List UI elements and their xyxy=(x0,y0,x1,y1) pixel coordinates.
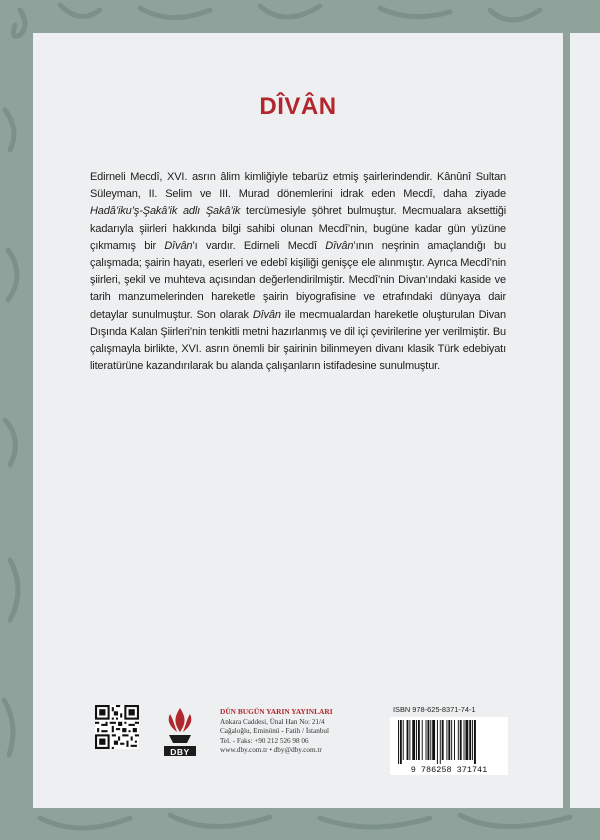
blurb-segment: ’ının neşrinin amaçlandığı bu çalışmada; şairin hayatı, eserleri ve edebî kişiliği genişçe ele alınmıştır. Ayrıca Mecdî’nin şiirleri, şekil ve muhteva açısından değerlendirilmiştir. Mecdî’nin Divan’ındaki kaside ve tarih manzumelerinden hareketle şairin biyografisine ve etrafındaki dünyaya dair detaylar sunulmuştur. Son olarak xyxy=(90,239,506,321)
barcode-bar xyxy=(446,720,447,760)
publisher-web: www.dby.com.tr • dby@dby.com.tr xyxy=(220,745,322,754)
publisher-address-line: Ankara Caddesi, Ünal Han No: 21/4 xyxy=(220,718,325,727)
barcode-bar xyxy=(407,720,409,760)
barcode-bar xyxy=(398,720,399,764)
barcode-bar xyxy=(400,720,402,764)
publisher-phone: Tel. - Faks: +90 212 526 98 06 xyxy=(220,736,309,745)
isbn-digits: 9 786258 371741 xyxy=(410,765,488,775)
blurb-italic: Dîvân xyxy=(164,239,193,252)
flame-icon xyxy=(169,708,192,732)
publisher-address-line: Cağaloğlu, Eminönü - Fatih / İstanbul xyxy=(220,727,329,736)
footer xyxy=(33,701,563,781)
barcode-bar xyxy=(418,720,420,760)
blurb-segment: ile mecmualardan hareketle oluşturulan Divan Dışında Kalan Şiirleri’nin tenkitli metni hazırlanmış ve dil içi çevirilerine yer verilmiştir. Bu çalışmayla birlikte, XVI. asrın önemli bir şairinin bilinmeyen divanı klasik Türk edebiyatı literatürüne kazandırılarak bu alanda çalışanların istifadesine sunulmuştur. xyxy=(90,308,506,373)
publisher-info xyxy=(220,707,410,755)
blurb-segment: tercümesiyle şöhret bulmuştur. Mecmualara aksettiği kadarıyla şiirleri hakkında bilgi sahibi olunan Mecdî’nin, bugüne kadar gün yüzüne çıkmamış bir xyxy=(90,205,506,252)
barcode-bar xyxy=(454,720,455,760)
book-title: DÎVÂN xyxy=(259,93,337,120)
back-cover xyxy=(33,33,563,808)
blurb-segment: ’ı vardır. Edirneli Mecdî xyxy=(192,239,326,252)
barcode-bar xyxy=(472,720,473,760)
barcode-bar xyxy=(464,720,465,760)
publisher-name: DÜN BUGÜN YARIN YAYINLARI xyxy=(220,707,333,716)
barcode-bar xyxy=(430,720,431,760)
isbn-block xyxy=(390,705,508,775)
next-page-edge xyxy=(570,33,600,808)
book-stand-icon xyxy=(169,735,191,743)
barcode-bar xyxy=(460,720,462,760)
blurb-text xyxy=(90,169,506,375)
barcode-bar xyxy=(474,720,476,764)
blurb-segment: Edirneli Mecdî, XVI. asrın âlim kimliğiyle tebarüz etmiş şairlerindendir. Kânûnî Sultan Süleyman, II. Selim ve III. Murad dönemlerini idrak eden Mecdî, daha ziyade xyxy=(90,171,506,201)
isbn-label: ISBN 978-625-8371-74-1 xyxy=(393,705,476,714)
qr-code xyxy=(95,705,139,749)
barcode-bar xyxy=(403,720,404,760)
barcode-bar xyxy=(426,720,427,760)
barcode-bar xyxy=(432,720,435,760)
barcode-bar xyxy=(465,720,468,760)
barcode-bar xyxy=(416,720,417,760)
barcode-bar xyxy=(412,720,415,760)
barcode-bar xyxy=(448,720,450,760)
barcode-bar xyxy=(469,720,471,760)
barcode-bar xyxy=(427,720,429,760)
isbn-barcode xyxy=(390,717,508,775)
blurb-italic: Dîvân xyxy=(252,308,281,321)
blurb-italic: Hadâ’iku’ş-Şakâ’ik adlı Şakâ’ik xyxy=(90,205,241,218)
blurb-italic: Dîvân xyxy=(325,239,354,252)
barcode-bar xyxy=(409,720,410,760)
barcode-bar xyxy=(437,720,438,764)
logo-wordmark: DBY xyxy=(170,747,190,757)
barcode-bar xyxy=(442,720,444,760)
barcode-bar xyxy=(458,720,459,760)
barcode-bar xyxy=(451,720,452,760)
barcode-bar xyxy=(440,720,441,764)
barcode-bar xyxy=(422,720,423,760)
